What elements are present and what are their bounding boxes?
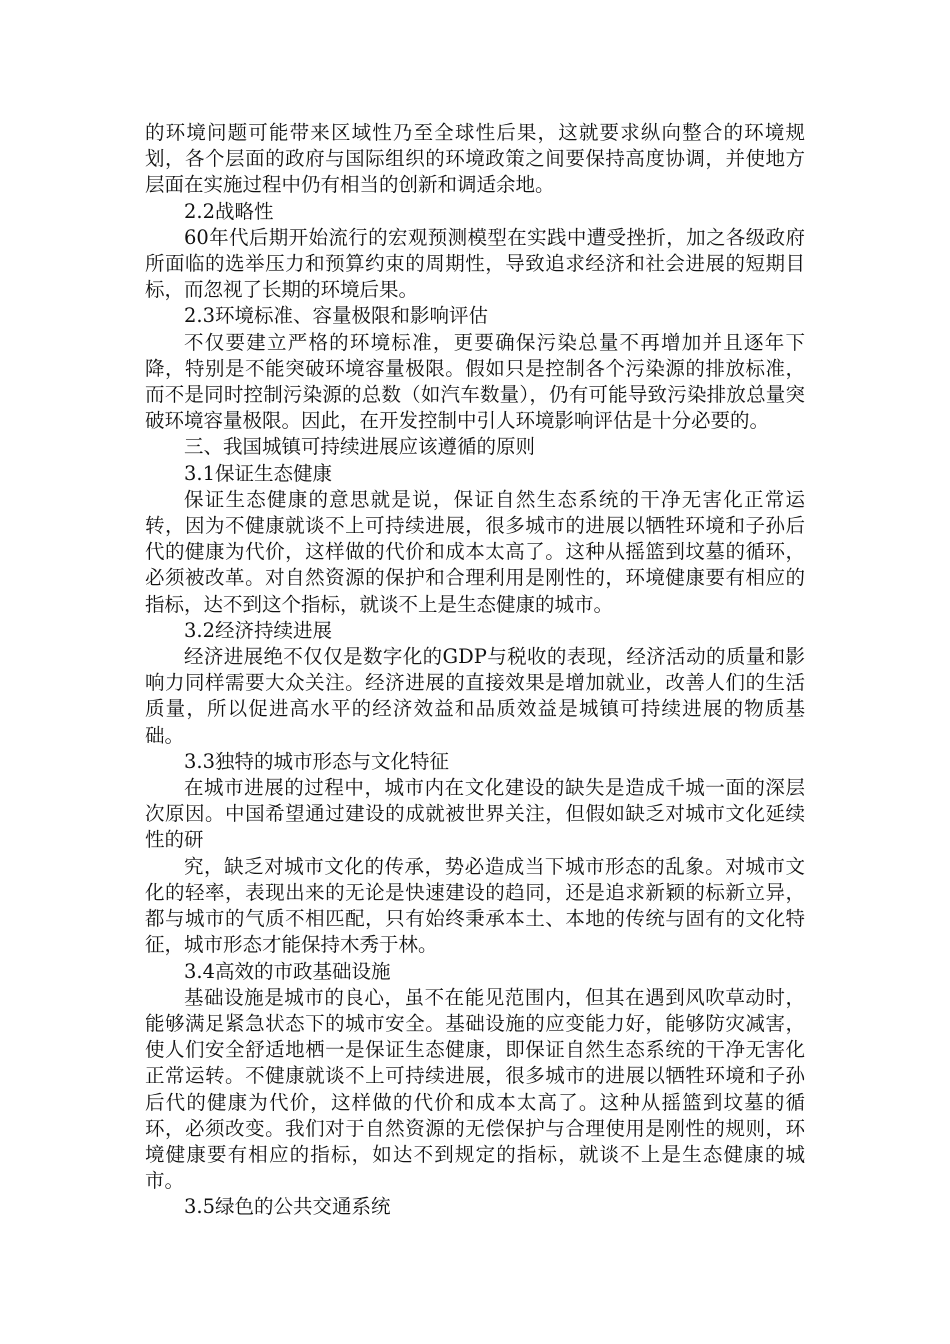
paragraph: 在城市进展的过程中，城市内在文化建设的缺失是造成千城一面的深层次原因。中国希望通过建设的成就被世界关注，但假如缺乏对城市文化延续性的研 xyxy=(145,776,805,852)
paragraph: 不仅要建立严格的环境标准，更要确保污染总量不再增加并且逐年下降，特别是不能突破环境容量极限。假如只是控制各个污染源的排放标准，而不是同时控制污染源的总数（如汽车数量），仍有可能导致污染排放总量突破环境容量极限。因此，在开发控制中引人环境影响评估是十分必要的。 xyxy=(145,330,805,433)
paragraph: 的环境问题可能带来区域性乃至全球性后果，这就要求纵向整合的环境规划，各个层面的政府与国际组织的环境政策之间要保持高度协调，并使地方层面在实施过程中仍有相当的创新和调适余地。 xyxy=(145,121,805,197)
section-heading: 3.2经济持续进展 xyxy=(184,618,333,642)
section-heading: 3.1保证生态健康 xyxy=(184,461,333,485)
section-heading: 3.5绿色的公共交通系统 xyxy=(184,1195,391,1219)
section-heading: 3.4高效的市政基础设施 xyxy=(184,959,391,983)
paragraph: 60年代后期开始流行的宏观预测模型在实践中遭受挫折，加之各级政府所面临的选举压力和预算约束的周期性，导致追求经济和社会进展的短期目标，而忽视了长期的环境后果。 xyxy=(145,225,805,302)
paragraph: 经济进展绝不仅仅是数字化的GDP与税收的表现，经济活动的质量和影响力同样需要大众关注。经济进展的直接效果是增加就业，改善人们的生活质量，所以促进高水平的经济效益和品质效益是城镇可持续进展的物质基础。 xyxy=(145,645,805,747)
section-heading: 3.3独特的城市形态与文化特征 xyxy=(184,749,450,773)
chapter-heading: 三、我国城镇可持续进展应该遵循的原则 xyxy=(184,435,536,459)
section-heading: 2.3环境标准、容量极限和影响评估 xyxy=(184,304,489,328)
document-body xyxy=(145,120,805,1221)
paragraph: 究，缺乏对城市文化的传承，势必造成当下城市形态的乱象。对城市文化的轻率，表现出来的无论是快速建设的趋同，还是追求新颖的标新立异，都与城市的气质不相匹配，只有始终秉承本土、本地的传统与固有的文化特征，城市形态才能保持木秀于林。 xyxy=(145,854,805,957)
section-heading: 2.2战略性 xyxy=(184,199,274,223)
paragraph: 基础设施是城市的良心，虽不在能见范围内，但其在遇到风吹草动时，能够满足紧急状态下的城市安全。基础设施的应变能力好，能够防灾减害，使人们安全舒适地栖一是保证生态健康，即保证自然生态系统的干净无害化正常运转。不健康就谈不上可持续进展，很多城市的进展以牺牲环境和子孙后代的健康为代价，这样做的代价和成本太高了。这种从摇篮到坟墓的循环，必须改变。我们对于自然资源的无偿保护与合理使用是刚性的规则，环境健康要有相应的指标，如达不到规定的指标，就谈不上是生态健康的城市。 xyxy=(145,985,805,1193)
paragraph: 保证生态健康的意思就是说，保证自然生态系统的干净无害化正常运转，因为不健康就谈不上可持续进展，很多城市的进展以牺牲环境和子孙后代的健康为代价，这样做的代价和成本太高了。这种从摇篮到坟墓的循环，必须被改革。对自然资源的保护和合理利用是刚性的，环境健康要有相应的指标，达不到这个指标，就谈不上是生态健康的城市。 xyxy=(145,487,805,616)
